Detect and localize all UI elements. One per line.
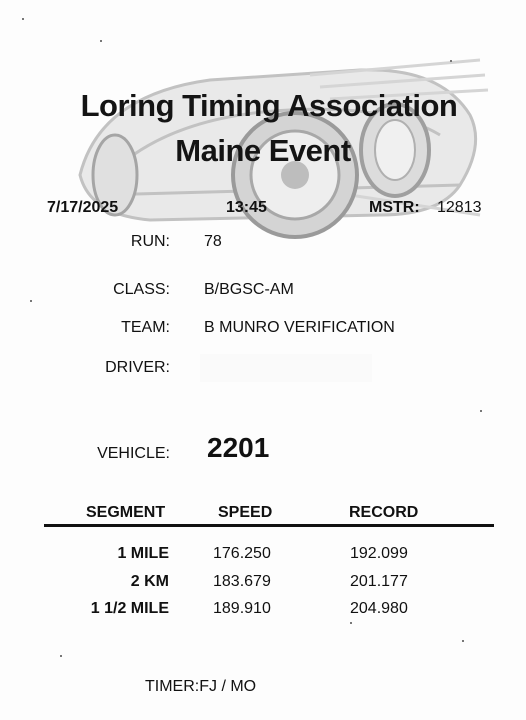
- timer-label: TIMER:: [145, 678, 200, 695]
- driver-value-redacted: [200, 354, 372, 382]
- segment-name: 1 1/2 MILE: [90, 600, 169, 617]
- timer-line: [145, 678, 256, 696]
- scan-speck: [100, 40, 102, 42]
- segment-name: 2 KM: [130, 573, 169, 590]
- mstr-label: MSTR:: [369, 199, 420, 216]
- segment-speed: 189.910: [213, 600, 271, 617]
- header-divider: [44, 524, 494, 527]
- scan-speck: [60, 655, 62, 657]
- scan-speck: [462, 640, 464, 642]
- run-value: 78: [204, 233, 222, 250]
- driver-label: DRIVER:: [105, 359, 170, 376]
- scan-speck: [450, 60, 452, 62]
- segment-record: 204.980: [350, 600, 408, 617]
- result-row: [0, 600, 526, 624]
- run-date: 7/17/2025: [47, 199, 119, 216]
- segment-name: 1 MILE: [117, 545, 169, 562]
- team-label: TEAM:: [121, 319, 170, 336]
- vehicle-label: VEHICLE:: [97, 445, 170, 462]
- segment-record: 201.177: [350, 573, 408, 590]
- speed-column-header: SPEED: [218, 504, 273, 521]
- class-value: B/BGSC-AM: [204, 281, 294, 298]
- class-label: CLASS:: [113, 281, 170, 298]
- run-label: RUN:: [130, 233, 170, 250]
- scan-speck: [480, 410, 482, 412]
- scan-speck: [22, 18, 24, 20]
- mstr-value: 12813: [437, 199, 482, 216]
- scan-speck: [30, 300, 32, 302]
- vehicle-number: 2201: [207, 432, 270, 463]
- event-subtitle: Maine Event: [175, 133, 351, 168]
- event-title: Loring Timing Association: [80, 88, 458, 123]
- timer-value: FJ / MO: [199, 678, 257, 695]
- scan-speck: [350, 622, 352, 624]
- result-row: [0, 573, 526, 597]
- run-time: 13:45: [226, 199, 267, 216]
- segment-speed: 176.250: [213, 545, 271, 562]
- segment-column-header: SEGMENT: [86, 504, 166, 521]
- team-value: B MUNRO VERIFICATION: [204, 319, 395, 336]
- result-row: [0, 545, 526, 569]
- record-column-header: RECORD: [349, 504, 419, 521]
- segment-record: 192.099: [350, 545, 408, 562]
- segment-speed: 183.679: [213, 573, 271, 590]
